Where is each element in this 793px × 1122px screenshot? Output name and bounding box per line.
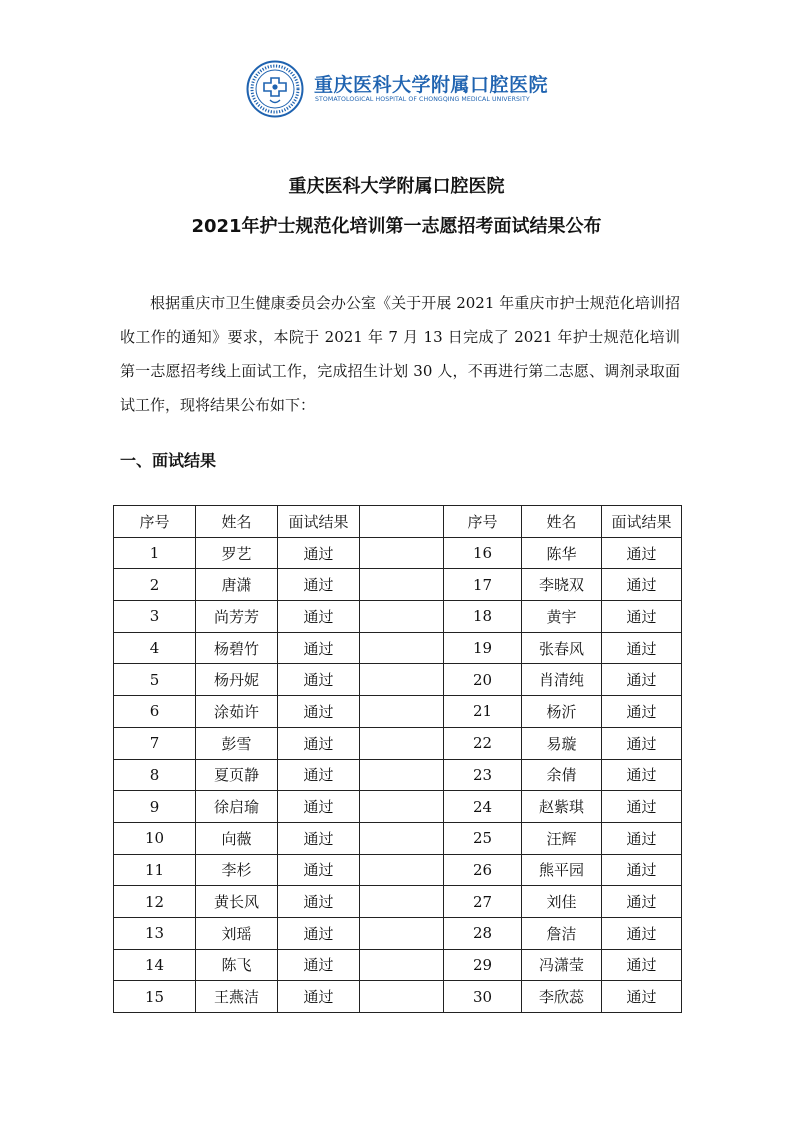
org-name-en: STOMATOLOGICAL HOSPITAL OF CHONGQING MEDICAL UNIVERSITY — [315, 96, 530, 103]
table-row — [114, 537, 682, 569]
seq-cell: 8 — [114, 759, 196, 791]
seq-cell: 20 — [444, 664, 522, 696]
spacer-cell — [360, 727, 444, 759]
seq-cell: 28 — [444, 917, 522, 949]
spacer-cell — [360, 664, 444, 696]
spacer-cell — [360, 791, 444, 823]
table-row — [114, 791, 682, 823]
table-row — [114, 822, 682, 854]
result-cell: 通过 — [278, 601, 360, 633]
name-cell: 唐潇 — [196, 569, 278, 601]
name-cell: 冯潇莹 — [522, 949, 602, 981]
result-cell: 通过 — [602, 696, 682, 728]
name-cell: 李杉 — [196, 854, 278, 886]
table-row — [114, 854, 682, 886]
seq-cell: 17 — [444, 569, 522, 601]
spacer-cell — [360, 981, 444, 1013]
seq-cell: 22 — [444, 727, 522, 759]
table-row — [114, 664, 682, 696]
name-cell: 彭雪 — [196, 727, 278, 759]
seq-cell: 21 — [444, 696, 522, 728]
spacer-cell — [360, 601, 444, 633]
hospital-seal-logo — [246, 60, 304, 118]
spacer-cell — [360, 886, 444, 918]
result-cell: 通过 — [602, 569, 682, 601]
spacer-cell — [360, 537, 444, 569]
table-header-row — [114, 506, 682, 538]
header-cell: 序号 — [444, 506, 522, 538]
result-cell: 通过 — [278, 727, 360, 759]
name-cell: 易璇 — [522, 727, 602, 759]
seq-cell: 19 — [444, 632, 522, 664]
table-row — [114, 569, 682, 601]
name-cell: 罗艺 — [196, 537, 278, 569]
spacer-cell — [360, 949, 444, 981]
result-cell: 通过 — [602, 822, 682, 854]
document-title-line2: 2021年护士规范化培训第一志愿招考面试结果公布 — [191, 216, 602, 237]
seq-cell: 14 — [114, 949, 196, 981]
name-cell: 王燕洁 — [196, 981, 278, 1013]
result-cell: 通过 — [278, 569, 360, 601]
seq-cell: 6 — [114, 696, 196, 728]
result-cell: 通过 — [602, 886, 682, 918]
name-cell: 李欣蕊 — [522, 981, 602, 1013]
name-cell: 黄宇 — [522, 601, 602, 633]
seq-cell: 2 — [114, 569, 196, 601]
seq-cell: 12 — [114, 886, 196, 918]
result-cell: 通过 — [602, 791, 682, 823]
spacer-cell — [360, 854, 444, 886]
name-cell: 肖清纯 — [522, 664, 602, 696]
seq-cell: 24 — [444, 791, 522, 823]
result-cell: 通过 — [602, 537, 682, 569]
name-cell: 杨丹妮 — [196, 664, 278, 696]
result-cell: 通过 — [602, 601, 682, 633]
name-cell: 陈飞 — [196, 949, 278, 981]
result-cell: 通过 — [602, 664, 682, 696]
name-cell: 刘瑶 — [196, 917, 278, 949]
seq-cell: 13 — [114, 917, 196, 949]
header-cell: 序号 — [114, 506, 196, 538]
spacer-cell — [360, 759, 444, 791]
name-cell: 汪辉 — [522, 822, 602, 854]
result-cell: 通过 — [278, 981, 360, 1013]
spacer-cell — [360, 822, 444, 854]
seq-cell: 11 — [114, 854, 196, 886]
seq-cell: 15 — [114, 981, 196, 1013]
name-cell: 余倩 — [522, 759, 602, 791]
seq-cell: 29 — [444, 949, 522, 981]
result-cell: 通过 — [602, 917, 682, 949]
result-cell: 通过 — [602, 854, 682, 886]
result-cell: 通过 — [278, 632, 360, 664]
header-cell: 面试结果 — [602, 506, 682, 538]
table-row — [114, 759, 682, 791]
table-row — [114, 696, 682, 728]
result-cell: 通过 — [602, 759, 682, 791]
spacer-cell — [360, 696, 444, 728]
header-cell — [360, 506, 444, 538]
seq-cell: 5 — [114, 664, 196, 696]
table-row — [114, 601, 682, 633]
seq-cell: 23 — [444, 759, 522, 791]
name-cell: 张春风 — [522, 632, 602, 664]
result-cell: 通过 — [278, 759, 360, 791]
name-cell: 夏页静 — [196, 759, 278, 791]
name-cell: 刘佳 — [522, 886, 602, 918]
name-cell: 熊平园 — [522, 854, 602, 886]
result-cell: 通过 — [278, 664, 360, 696]
name-cell: 杨沂 — [522, 696, 602, 728]
header-cell: 面试结果 — [278, 506, 360, 538]
table-row — [114, 949, 682, 981]
name-cell: 詹洁 — [522, 917, 602, 949]
spacer-cell — [360, 569, 444, 601]
letterhead — [246, 60, 566, 118]
header-cell: 姓名 — [522, 506, 602, 538]
result-cell: 通过 — [278, 822, 360, 854]
result-cell: 通过 — [278, 791, 360, 823]
table-row — [114, 886, 682, 918]
name-cell: 向薇 — [196, 822, 278, 854]
table-row — [114, 917, 682, 949]
seq-cell: 18 — [444, 601, 522, 633]
seq-cell: 26 — [444, 854, 522, 886]
interview-results-table — [113, 505, 682, 1013]
header-cell: 姓名 — [196, 506, 278, 538]
name-cell: 涂茹许 — [196, 696, 278, 728]
name-cell: 杨碧竹 — [196, 632, 278, 664]
name-cell: 赵紫琪 — [522, 791, 602, 823]
table-row — [114, 727, 682, 759]
result-cell: 通过 — [278, 917, 360, 949]
result-cell: 通过 — [278, 854, 360, 886]
seq-cell: 4 — [114, 632, 196, 664]
name-cell: 徐启瑜 — [196, 791, 278, 823]
document-title-line1: 重庆医科大学附属口腔医院 — [288, 176, 505, 197]
result-cell: 通过 — [278, 886, 360, 918]
result-cell: 通过 — [602, 949, 682, 981]
result-cell: 通过 — [278, 696, 360, 728]
section-heading: 一、面试结果 — [120, 451, 217, 470]
result-cell: 通过 — [602, 727, 682, 759]
seq-cell: 7 — [114, 727, 196, 759]
result-cell: 通过 — [278, 537, 360, 569]
org-name-cn: 重庆医科大学附属口腔医院 — [314, 74, 549, 96]
seq-cell: 10 — [114, 822, 196, 854]
spacer-cell — [360, 632, 444, 664]
seq-cell: 9 — [114, 791, 196, 823]
result-cell: 通过 — [278, 949, 360, 981]
name-cell: 陈华 — [522, 537, 602, 569]
table-row — [114, 632, 682, 664]
seq-cell: 1 — [114, 537, 196, 569]
seq-cell: 3 — [114, 601, 196, 633]
seq-cell: 25 — [444, 822, 522, 854]
announcement-paragraph: 根据重庆市卫生健康委员会办公室《关于开展 2021 年重庆市护士规范化培训招收工作的通知》要求，本院于 2021 年 7 月 13 日完成了 2021 年护士规范化培训第一志愿招考线上面试工作，完成招生计划 30 人，不再进行第二志愿、调剂录取面试工作，现将结果公布如下： — [120, 294, 680, 414]
name-cell: 李晓双 — [522, 569, 602, 601]
table-row — [114, 981, 682, 1013]
seq-cell: 27 — [444, 886, 522, 918]
result-cell: 通过 — [602, 981, 682, 1013]
name-cell: 尚芳芳 — [196, 601, 278, 633]
spacer-cell — [360, 917, 444, 949]
name-cell: 黄长风 — [196, 886, 278, 918]
seq-cell: 30 — [444, 981, 522, 1013]
seq-cell: 16 — [444, 537, 522, 569]
result-cell: 通过 — [602, 632, 682, 664]
